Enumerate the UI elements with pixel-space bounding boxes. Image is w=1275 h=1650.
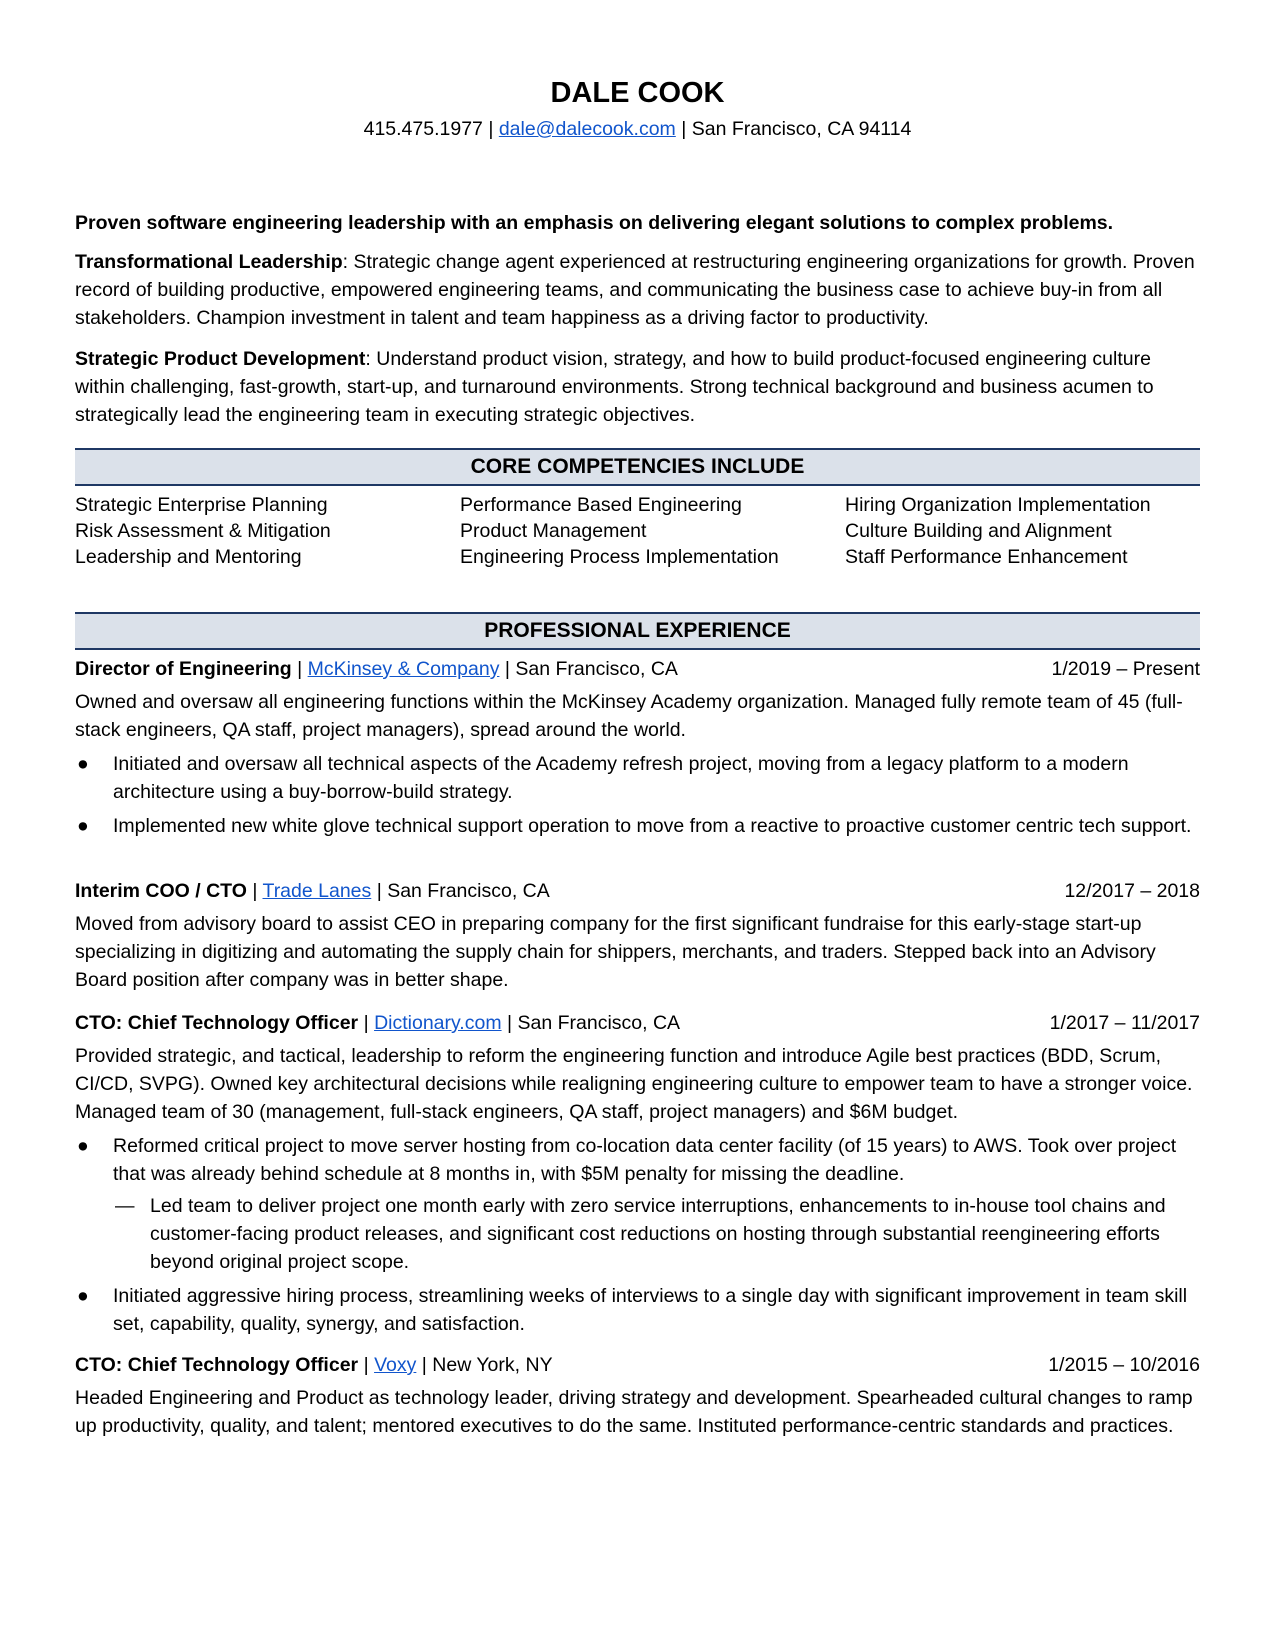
competencies-grid	[75, 492, 1200, 570]
job-dates: 1/2019 – Present	[1051, 658, 1200, 680]
company-link[interactable]: Dictionary.com	[374, 1012, 502, 1034]
candidate-name: DALE COOK	[550, 77, 725, 109]
job-entry	[75, 1352, 1200, 1440]
job-dates: 12/2017 – 2018	[1064, 880, 1200, 902]
competencies-column	[845, 492, 1200, 570]
experience-header: PROFESSIONAL EXPERIENCE	[75, 612, 1200, 650]
job-title: CTO: Chief Technology Officer	[75, 1354, 359, 1376]
job-title-line	[75, 656, 678, 682]
bullet-glyph: ●	[77, 1285, 89, 1307]
sub-bullet-text: Led team to deliver project one month early with zero service interruptions, enhancements to in-house tool chains and customer-facing product releases, and significant cost reductions on hosting through substantial reengineering efforts beyond original project scope.	[150, 1195, 1166, 1273]
email-link[interactable]: dale@dalecook.com	[498, 118, 676, 140]
bullet-text: Initiated and oversaw all technical aspects of the Academy refresh project, moving from a legacy platform to a modern architecture using a buy-borrow-build strategy.	[113, 753, 1129, 803]
separator: |	[421, 1354, 427, 1376]
competencies-header: CORE COMPETENCIES INCLUDE	[75, 448, 1200, 486]
dash-glyph: —	[115, 1195, 135, 1217]
job-title: Interim COO / CTO	[75, 880, 247, 902]
job-title: Director of Engineering	[75, 658, 292, 680]
job-location: San Francisco, CA	[515, 658, 678, 680]
bullet-item	[75, 750, 1200, 806]
competency-item: Hiring Organization Implementation	[845, 494, 1151, 516]
competency-item: Risk Assessment & Mitigation	[75, 520, 331, 542]
bullet-glyph: ●	[77, 753, 89, 775]
phone-number: 415.475.1977	[363, 118, 483, 140]
job-title: CTO: Chief Technology Officer	[75, 1012, 359, 1034]
competency-item: Leadership and Mentoring	[75, 546, 302, 568]
job-bullets	[75, 1132, 1200, 1338]
company-link[interactable]: McKinsey & Company	[307, 658, 500, 680]
job-entry	[75, 1010, 1200, 1338]
separator: |	[681, 118, 687, 140]
contact-line	[75, 118, 1200, 140]
job-location: San Francisco, CA	[517, 1012, 681, 1034]
company-link[interactable]: Voxy	[374, 1354, 417, 1376]
competency-item: Product Management	[460, 520, 647, 542]
summary-tagline: Proven software engineering leadership with an emphasis on delivering elegant solutions to complex problems.	[75, 212, 1114, 234]
bullet-glyph: ●	[77, 1135, 89, 1157]
sub-bullets	[113, 1192, 1200, 1276]
summary-paragraph	[75, 248, 1200, 332]
job-entry	[75, 656, 1200, 840]
separator: |	[363, 1012, 369, 1034]
job-bullets	[75, 750, 1200, 840]
job-header	[75, 1010, 1200, 1036]
summary-heading: Transformational Leadership	[75, 251, 343, 273]
competencies-column	[460, 492, 845, 570]
separator: |	[488, 118, 494, 140]
job-location: San Francisco, CA	[387, 880, 550, 902]
summary-text: : Understand product vision, strategy, and how to build product-focused engineering culture within challenging, fast-growth, start-up, and turnaround environments. Strong technical background and business acumen to strategically lead the engineering team in executing strategic objectives.	[75, 348, 1154, 426]
location: San Francisco, CA 94114	[691, 118, 912, 140]
separator: |	[363, 1354, 369, 1376]
sub-bullet-item	[75, 1192, 1200, 1276]
job-title-line	[75, 1352, 553, 1378]
competency-item: Performance Based Engineering	[460, 494, 742, 516]
bullet-item	[75, 1282, 1200, 1338]
job-title-line	[75, 878, 550, 904]
job-description: Owned and oversaw all engineering functions within the McKinsey Academy organization. Managed fully remote team of 45 (full-stack engineers, QA staff, project managers), spread around the world.	[75, 691, 1183, 741]
bullet-item	[75, 812, 1200, 840]
bullet-item	[75, 1132, 1200, 1276]
job-dates: 1/2017 – 11/2017	[1049, 1012, 1200, 1034]
job-header	[75, 656, 1200, 682]
competency-item: Strategic Enterprise Planning	[75, 494, 328, 516]
competencies-column	[75, 492, 460, 570]
job-description: Provided strategic, and tactical, leadership to reform the engineering function and introduce Agile best practices (BDD, Scrum, CI/CD, SVPG). Owned key architectural decisions while realigning engineering culture to empower team to have a stronger voice. Managed team of 30 (management, full-stack engineers, QA staff, project managers) and $6M budget.	[75, 1045, 1193, 1123]
separator: |	[507, 1012, 513, 1034]
summary-text: : Strategic change agent experienced at restructuring engineering organizations for growth. Proven record of building productive, empowered engineering teams, and communicating the business case to achieve buy-in from all stakeholders. Champion investment in talent and team happiness as a driving factor to productivity.	[75, 251, 1195, 329]
competency-item: Engineering Process Implementation	[460, 546, 779, 568]
bullet-glyph: ●	[77, 815, 89, 837]
separator: |	[504, 658, 510, 680]
bullet-text: Implemented new white glove technical support operation to move from a reactive to proactive customer centric tech support.	[113, 815, 1192, 837]
separator: |	[376, 880, 382, 902]
job-description: Moved from advisory board to assist CEO in preparing company for the first significant fundraise for this early-stage start-up specializing in digitizing and automating the supply chain for shippers, merchants, and traders. Stepped back into an Advisory Board position after company was in better shape.	[75, 913, 1156, 991]
summary-paragraph	[75, 345, 1200, 429]
job-entry	[75, 878, 1200, 994]
bullet-text: Initiated aggressive hiring process, streamlining weeks of interviews to a single day with significant improvement in team skill set, capability, quality, synergy, and satisfaction.	[113, 1285, 1188, 1335]
company-link[interactable]: Trade Lanes	[262, 880, 372, 902]
separator: |	[252, 880, 258, 902]
job-dates: 1/2015 – 10/2016	[1048, 1354, 1200, 1376]
job-header	[75, 1352, 1200, 1378]
job-title-line	[75, 1010, 680, 1036]
job-description: Headed Engineering and Product as technology leader, driving strategy and development. Spearheaded cultural changes to ramp up productivity, quality, and talent; mentored executives to do the same. Instituted performance-centric standards and practices.	[75, 1387, 1193, 1437]
job-header	[75, 878, 1200, 904]
bullet-text: Reformed critical project to move server hosting from co-location data center facility (of 15 years) to AWS. Took over project that was already behind schedule at 8 months in, with $5M penalty for missing the deadline.	[113, 1135, 1177, 1185]
job-location: New York, NY	[432, 1354, 553, 1376]
summary-heading: Strategic Product Development	[75, 348, 366, 370]
competency-item: Staff Performance Enhancement	[845, 546, 1128, 568]
separator: |	[297, 658, 303, 680]
competency-item: Culture Building and Alignment	[845, 520, 1112, 542]
